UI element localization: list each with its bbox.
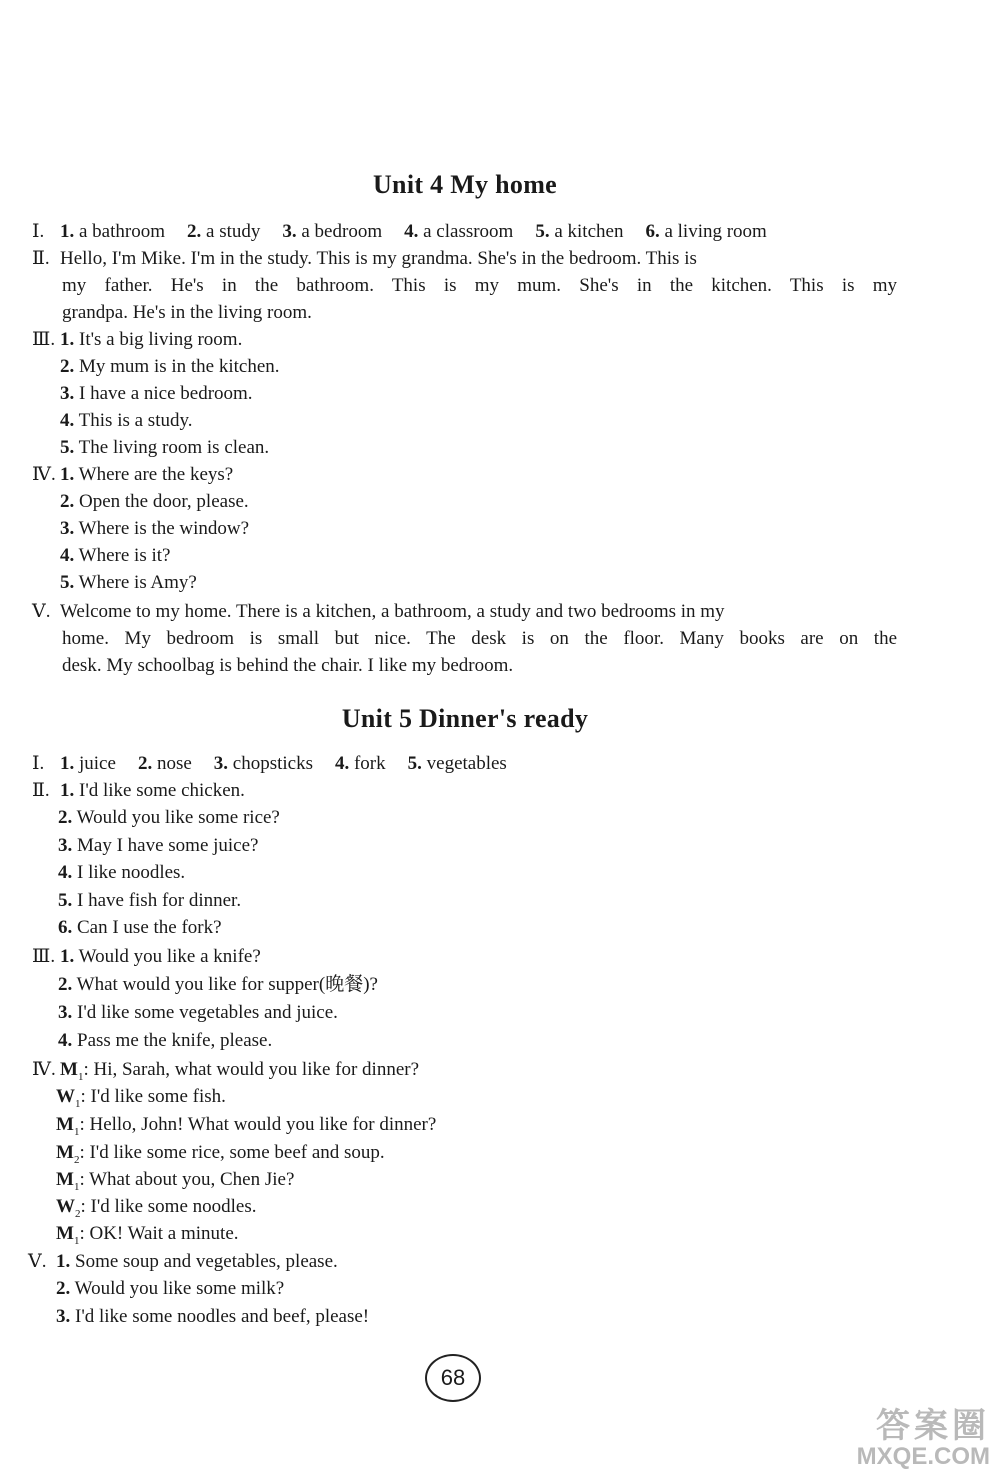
u4-section-4-item: Ⅳ. 1. Where are the keys? — [32, 464, 234, 485]
unit-5-title: Unit 5 Dinner's ready — [341, 704, 589, 733]
watermark-text: 答案圈 — [876, 1407, 990, 1445]
u4-section-1: Ⅰ. 1. a bathroom 2. a study 3. a bedroom 4. a classroom 5. a kitchen 6. a living room — [32, 221, 767, 242]
u4-section-5: Ⅴ. Welcome to my home. There is a kitchen, a bathroom, a study and two bedrooms in my — [32, 601, 725, 622]
u5-section-4-line: $W_2$: I'd like some noodles. — [56, 1196, 257, 1220]
u4-section-5-line-2: home. My bedroom is small but nice. The desk is on the floor. Many books are on the — [62, 628, 897, 649]
u5-section-2-item: 6. Can I use the fork? — [58, 917, 222, 938]
u4-section-3-item: 2. My mum is in the kitchen. — [60, 356, 280, 377]
watermark-url: MXQE.COM — [856, 1443, 990, 1470]
u5-section-3-item: Ⅲ. 1. Would you like a knife? — [32, 946, 261, 967]
u5-section-2-item: 2. Would you like some rice? — [58, 807, 280, 828]
u5-section-2-item: 3. May I have some juice? — [58, 835, 259, 856]
u5-section-3-item: 2. What would you like for supper(晚餐)? — [58, 974, 378, 995]
u4-section-4-item: 3. Where is the window? — [60, 518, 250, 539]
u4-section-2-line-3: grandpa. He's in the living room. — [62, 302, 312, 323]
u5-section-3-item: 4. Pass me the knife, please. — [58, 1030, 273, 1051]
u5-section-4-line: $M_2$: I'd like some rice, some beef and soup. — [56, 1142, 385, 1166]
roman-numeral: Ⅰ. — [32, 221, 45, 242]
u5-section-1: Ⅰ. 1. juice 2. nose 3. chopsticks 4. fork 5. vegetables — [32, 753, 507, 774]
unit-4-title: Unit 4 My home — [372, 170, 558, 199]
u4-section-3-item: 4. This is a study. — [60, 410, 193, 431]
u4-section-5-line-3: desk. My schoolbag is behind the chair. I like my bedroom. — [62, 655, 514, 676]
u4-section-4-item: 5. Where is Amy? — [60, 572, 197, 593]
u5-section-2-item: 4. I like noodles. — [58, 862, 186, 883]
u4-section-2-line-2: my father. He's in the bathroom. This is my mum. She's in the kitchen. This is my — [62, 275, 897, 296]
u5-section-5-item: 2. Would you like some milk? — [56, 1278, 285, 1299]
u5-section-5-item: Ⅴ. 1. Some soup and vegetables, please. — [28, 1251, 338, 1272]
u5-section-4-line: Ⅳ. $M_1$: Hi, Sarah, what would you like for dinner? — [32, 1059, 420, 1083]
watermark-logo — [800, 1398, 990, 1470]
u4-section-2: Ⅱ. Hello, I'm Mike. I'm in the study. This is my grandma. She's in the bedroom. This is — [32, 248, 697, 269]
u5-section-3-item: 3. I'd like some vegetables and juice. — [58, 1002, 338, 1023]
u4-section-4-item: 2. Open the door, please. — [60, 491, 249, 512]
u5-section-4-line: $M_1$: What about you, Chen Jie? — [56, 1169, 295, 1193]
u5-section-2-item: Ⅱ. 1. I'd like some chicken. — [32, 780, 245, 801]
u4-section-3-item: Ⅲ. 1. It's a big living room. — [32, 329, 243, 350]
u4-section-4-item: 4. Where is it? — [60, 545, 171, 566]
u5-section-4-line: $W_1$: I'd like some fish. — [56, 1086, 226, 1110]
u5-section-4-line: $M_1$: Hello, John! What would you like for dinner? — [56, 1114, 437, 1138]
u4-section-3-item: 3. I have a nice bedroom. — [60, 383, 253, 404]
u4-section-3-item: 5. The living room is clean. — [60, 437, 270, 458]
page-number: 68 — [425, 1354, 481, 1402]
u5-section-4-line: $M_1$: OK! Wait a minute. — [56, 1223, 239, 1247]
u5-section-5-item: 3. I'd like some noodles and beef, please! — [56, 1306, 370, 1327]
u5-section-2-item: 5. I have fish for dinner. — [58, 890, 242, 911]
